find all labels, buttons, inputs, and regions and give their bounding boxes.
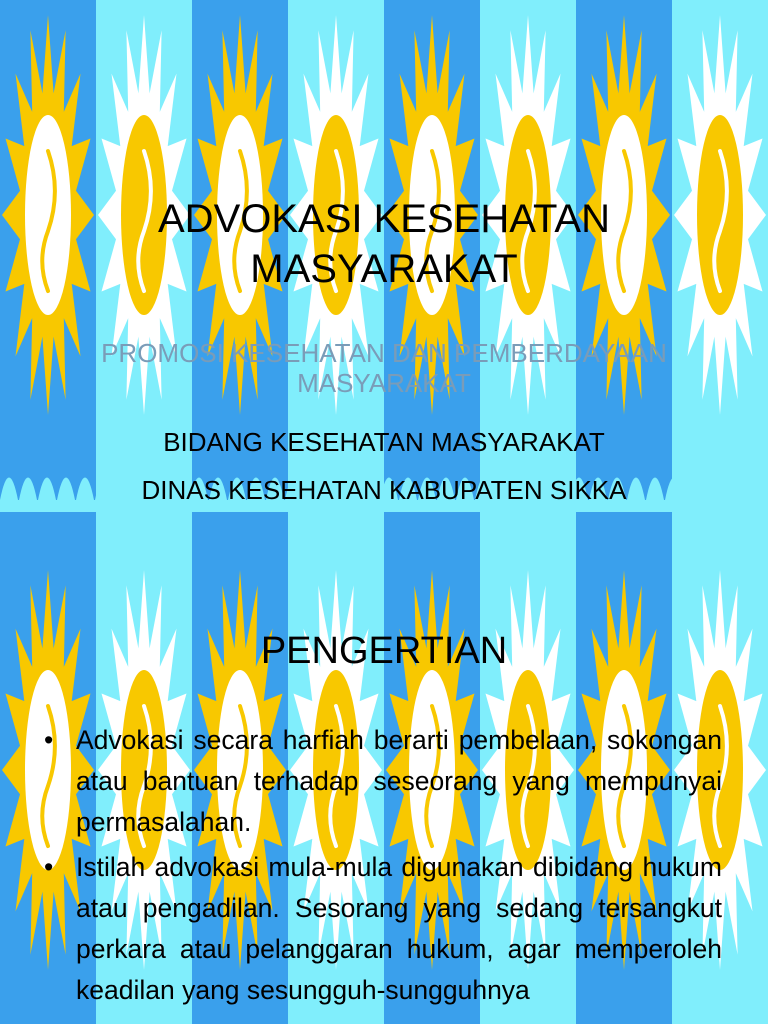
content-slide [0,512,768,1024]
slide-title-line-1: ADVOKASI KESEHATAN [158,197,610,241]
bullet-icon: • [44,852,54,882]
bullet-text: Advokasi secara harfiah berarti pembelaan, sokongan atau bantuan terhadap seseorang yang mempunyai permasalahan. [76,725,722,837]
agency-name: DINAS KESEHATAN KABUPATEN SIKKA [141,475,627,505]
slide-subtitle: PROMOSI KESEHATAN DAN PEMBERDAYAAN MASYARAKAT [101,338,667,398]
department-name: BIDANG KESEHATAN MASYARAKAT [163,427,605,457]
bullet-item [42,847,722,1011]
bullet-text: Istilah advokasi mula-mula digunakan dibidang hukum atau pengadilan. Sesorang yang sedang tersangkut perkara atau pelanggaran hukum, agar memperoleh keadilan yang sesungguh-sungguhnya [76,852,722,1005]
slide-title-line-2: MASYARAKAT [250,247,518,291]
section-heading: PENGERTIAN [260,630,508,672]
bullet-item [42,720,722,843]
bullet-icon: • [44,725,54,755]
slide-title [0,194,768,294]
bullet-list [42,720,722,1015]
